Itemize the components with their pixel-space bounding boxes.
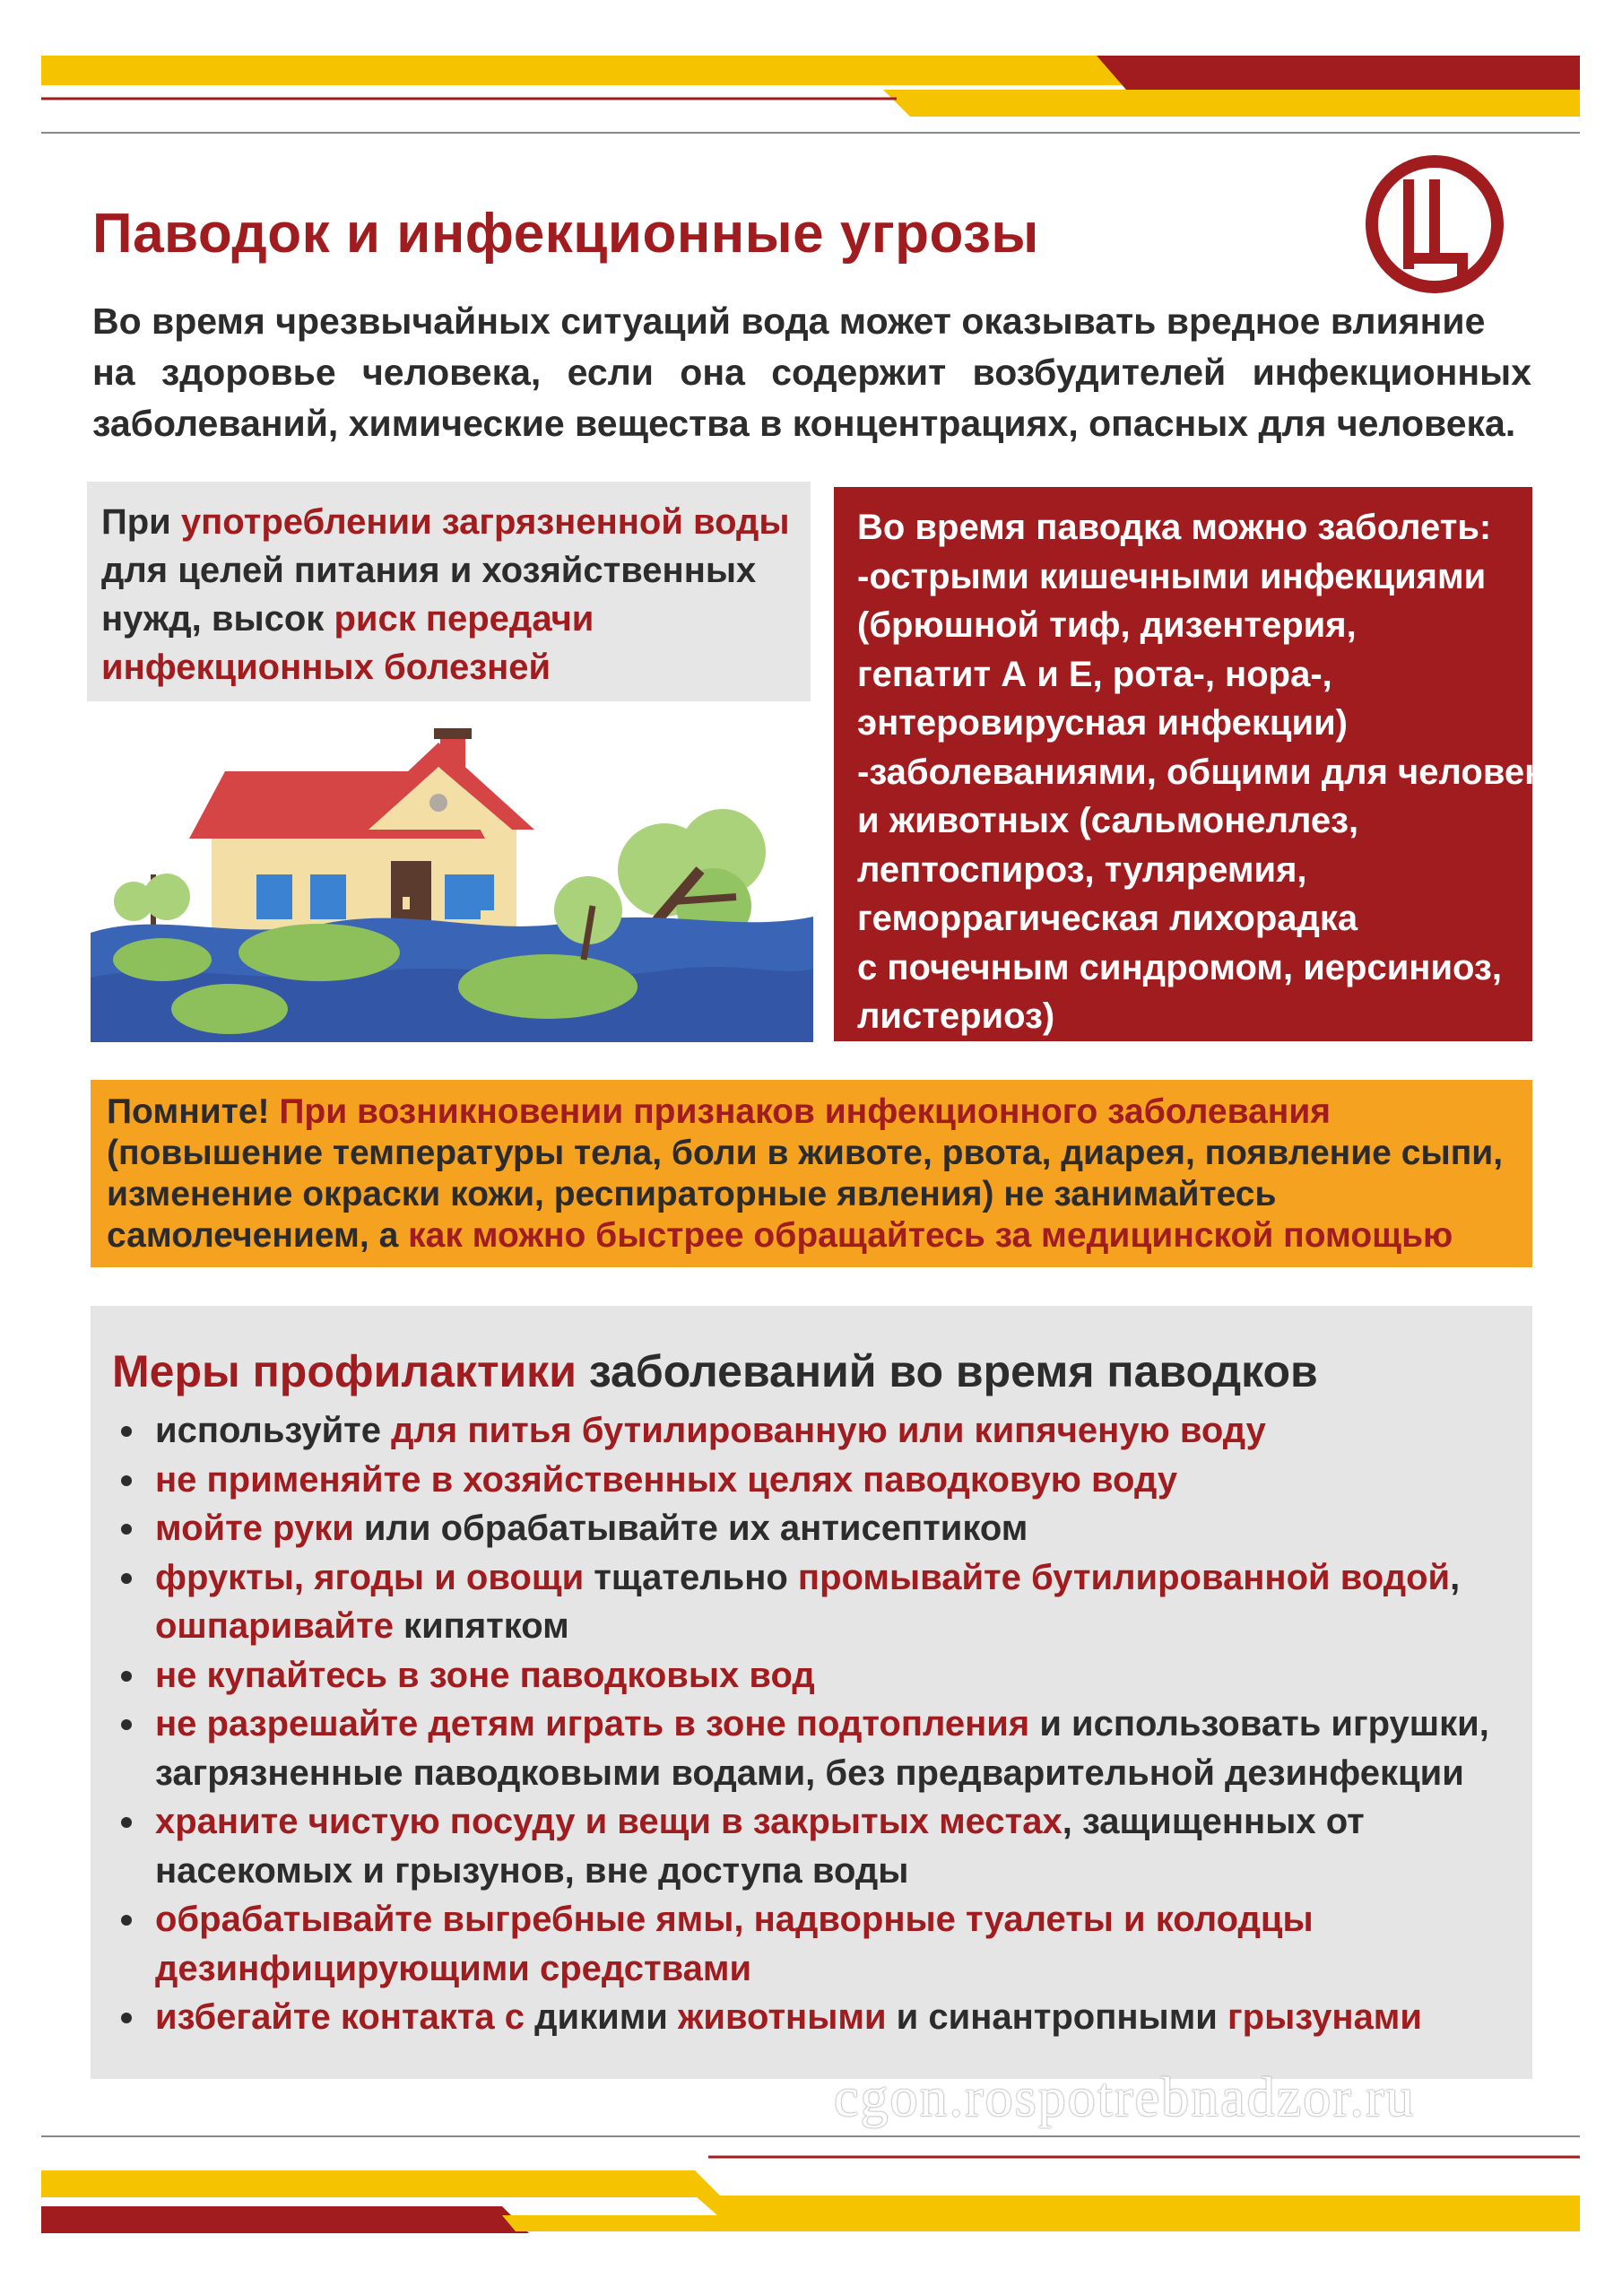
- reminder-box: [91, 1080, 1532, 1267]
- intro-line-1: Во время чрезвычайных ситуаций вода может оказывать вредное влияние: [92, 300, 1486, 342]
- intro-line-3: заболеваний, химические вещества в концентрациях, опасных для человека.: [92, 403, 1516, 444]
- item-highlight: грызунами: [1227, 1997, 1422, 2037]
- note-highlight: риск передачи инфекционных болезней: [101, 599, 594, 687]
- list-item: [112, 1406, 1511, 1456]
- prevention-title-highlight: Меры профилактики: [112, 1346, 577, 1396]
- prevention-title: [112, 1345, 1511, 1397]
- list-item: [112, 1993, 1511, 2042]
- list-item: [112, 1456, 1511, 1505]
- item-text: , защищенных от насекомых и грызунов, вне доступа воды: [155, 1802, 1365, 1891]
- rospotrebnadzor-logo: [1363, 152, 1506, 296]
- item-highlight: не применяйте в хозяйственных целях паводковую воду: [155, 1459, 1178, 1500]
- prevention-title-text: заболеваний во время паводков: [576, 1346, 1318, 1396]
- diseases-list-box: [834, 487, 1563, 1041]
- contaminated-water-note: [87, 482, 811, 701]
- red-box-line: гепатит А и Е, рота-, нора-,: [857, 654, 1332, 694]
- red-box-line: лептоспироз, туляремия,: [857, 849, 1307, 890]
- list-item: [112, 1797, 1511, 1895]
- red-box-line: Во время паводка можно заболеть:: [857, 508, 1492, 547]
- red-box-line: и животных (сальмонеллез,: [857, 801, 1359, 840]
- item-highlight: обрабатывайте выгребные ямы, надворные туалеты и колодцы дезинфицирующими средствами: [155, 1900, 1314, 1988]
- intro-paragraph: [92, 296, 1531, 449]
- item-highlight: избегайте контакта с: [155, 1997, 525, 2037]
- item-highlight: для питья бутилированную или кипяченую воду: [391, 1411, 1266, 1450]
- watermark: cgon.rospotrebnadzor.ru: [834, 2067, 1416, 2128]
- red-box-line: энтеровирусная инфекции): [857, 703, 1348, 743]
- list-item: [112, 1553, 1511, 1651]
- red-box-line: -заболеваниями, общими для человека: [857, 752, 1563, 792]
- page-title: Паводок и инфекционные угрозы: [92, 203, 1039, 265]
- intro-line-2: на здоровье человека, если она содержит возбудителей инфекционных: [92, 352, 1531, 393]
- item-highlight: не купайтесь в зоне паводковых вод: [155, 1655, 815, 1695]
- list-item: [112, 1504, 1511, 1553]
- list-item: [112, 1700, 1511, 1797]
- prevention-list: [112, 1406, 1511, 2042]
- red-box-line: геморрагическая лихорадка: [857, 899, 1358, 938]
- reminder-text: Помните!: [107, 1092, 280, 1131]
- item-text: тщательно: [584, 1557, 798, 1597]
- red-box-line: с почечным синдромом, иерсиниоз,: [857, 947, 1502, 987]
- item-text: и использовать игрушки, загрязненные паводковыми водами, без предварительной дезинфекции: [155, 1704, 1489, 1793]
- item-text: и синантропными: [886, 1997, 1228, 2037]
- red-box-line: -острыми кишечными инфекциями: [857, 556, 1487, 596]
- prevention-section: [91, 1306, 1532, 2079]
- item-text: или обрабатывайте их антисептиком: [353, 1509, 1028, 1548]
- note-highlight: употреблении загрязненной воды: [180, 502, 790, 542]
- bottom-stripes: [0, 2126, 1622, 2251]
- item-text: дикими: [525, 1997, 679, 2037]
- red-box-line: листериоз): [857, 996, 1055, 1036]
- reminder-highlight: как можно быстрее обращайтесь за медицинской помощью: [408, 1216, 1453, 1255]
- flooded-house-illustration: [91, 718, 813, 1042]
- item-highlight: мойте руки: [155, 1509, 354, 1548]
- list-item: [112, 1651, 1511, 1700]
- item-highlight: не разрешайте детям играть в зоне подтопления: [155, 1704, 1030, 1744]
- item-text: используйте: [155, 1411, 392, 1450]
- item-text: ,: [1450, 1557, 1461, 1597]
- item-highlight: фрукты, ягоды и овощи: [155, 1557, 585, 1597]
- top-stripes: [0, 0, 1622, 152]
- note-text: При: [101, 502, 181, 542]
- list-item: [112, 1895, 1511, 1993]
- reminder-highlight: При возникновении признаков инфекционного заболевания: [279, 1092, 1331, 1131]
- item-highlight: промывайте бутилированной водой: [797, 1557, 1451, 1597]
- note-text: для целей питания и хозяйственных нужд, высок: [101, 551, 757, 639]
- item-highlight: храните чистую посуду и вещи в закрытых местах: [155, 1802, 1063, 1841]
- red-box-line: (брюшной тиф, дизентерия,: [857, 605, 1357, 645]
- item-text: кипятком: [393, 1606, 569, 1646]
- reminder-text: (повышение температуры тела, боли в животе, рвота, диарея, появление сыпи, изменение окраски кожи, респираторные явления) не занимайтесь самолечением, а: [107, 1134, 1504, 1255]
- item-highlight: животными: [678, 1997, 887, 2037]
- item-highlight: ошпаривайте: [155, 1606, 394, 1646]
